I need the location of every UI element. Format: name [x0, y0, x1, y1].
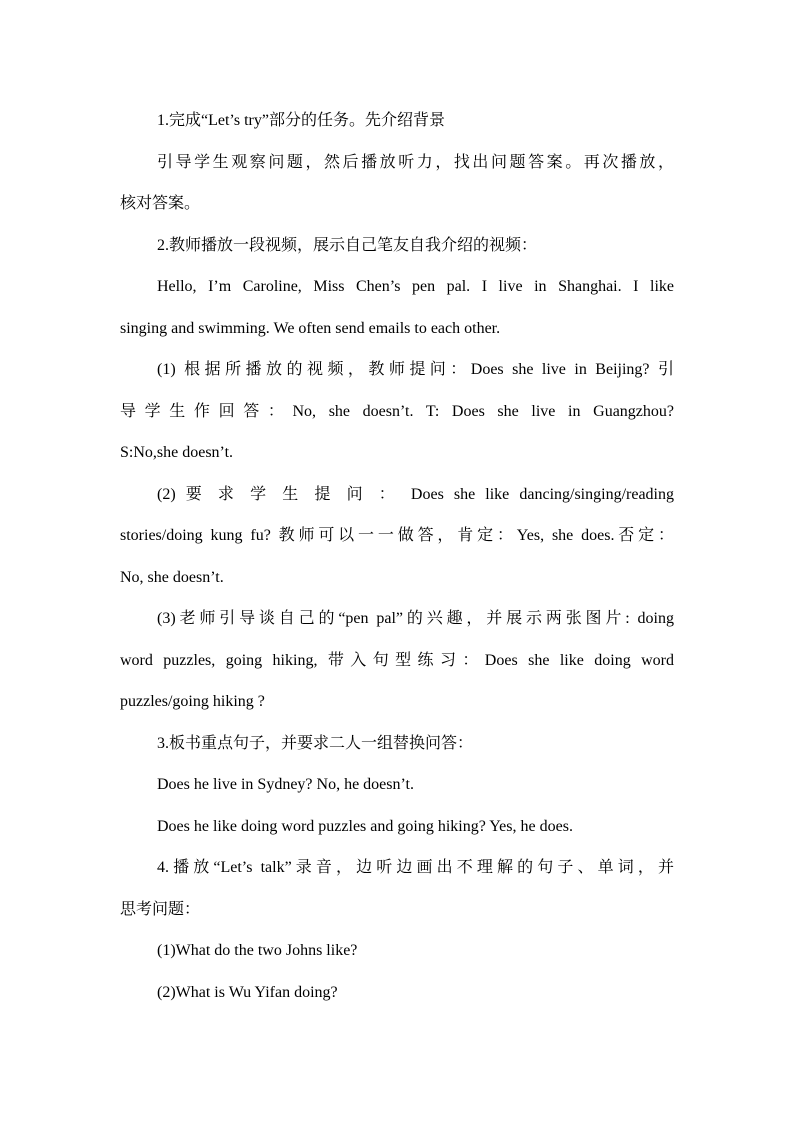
paragraph-12	[120, 930, 674, 972]
paragraph-1	[120, 100, 674, 142]
text-line: 1.完成“Let’s try”部分的任务。先介绍背景	[157, 112, 445, 129]
text-line: stories/doing kung fu? 教师可以一一做答，肯定：Yes, she does.否定：	[120, 527, 674, 544]
paragraph-6	[120, 474, 674, 599]
text-line: 2.教师播放一段视频，展示自己笔友自我介绍的视频：	[157, 236, 538, 254]
paragraph-9	[120, 764, 674, 806]
text-line: (1)What do the two Johns like?	[157, 942, 358, 959]
text-line: puzzles/going hiking ?	[120, 693, 265, 710]
text-line: word puzzles, going hiking, 带入句型练习：Does she like doing word	[120, 651, 674, 669]
text-line: (2) 要 求 学 生 提 问 ： Does she like dancing/singing/reading	[157, 485, 674, 503]
text-line: (3)老师引导谈自己的“pen pal”的兴趣，并展示两张图片: doing	[157, 610, 674, 627]
text-line: S:No,she doesn’t.	[120, 444, 234, 461]
paragraph-3	[120, 225, 674, 267]
text-line: Hello, I’m Caroline, Miss Chen’s pen pal. I live in Shanghai. I like	[157, 278, 674, 295]
text-line: singing and swimming. We often send emails to each other.	[120, 319, 501, 337]
text-line: Does he like doing word puzzles and going hiking? Yes, he does.	[157, 817, 573, 835]
paragraph-4	[120, 266, 674, 349]
text-line: 3.板书重点句子，并要求二人一组替换问答：	[157, 734, 474, 752]
text-line: Does he live in Sydney? No, he doesn’t.	[157, 776, 414, 793]
text-line: (2)What is Wu Yifan doing?	[157, 983, 338, 1001]
paragraph-2	[120, 142, 674, 225]
text-line: 核对答案。	[120, 195, 201, 212]
text-line: (1) 根据所播放的视频，教师提问：Does she live in Beijing? 引	[157, 361, 674, 378]
paragraph-13	[120, 972, 674, 1014]
paragraph-7	[120, 598, 674, 723]
text-line: No, she doesn’t.	[120, 568, 224, 586]
text-line: 引导学生观察问题，然后播放听力，找出问题答案。再次播放，	[157, 153, 674, 171]
text-line: 导学生作回答：No, she doesn’t. T: Does she live in Guangzhou?	[120, 402, 674, 420]
paragraph-10	[120, 806, 674, 848]
document-body	[120, 100, 674, 1013]
text-line: 思考问题：	[120, 900, 201, 918]
paragraph-11	[120, 847, 674, 930]
text-line: 4.播放“Let’s talk”录音，边听边画出不理解的句子、单词，并	[157, 859, 674, 876]
paragraph-8	[120, 723, 674, 765]
paragraph-5	[120, 349, 674, 474]
